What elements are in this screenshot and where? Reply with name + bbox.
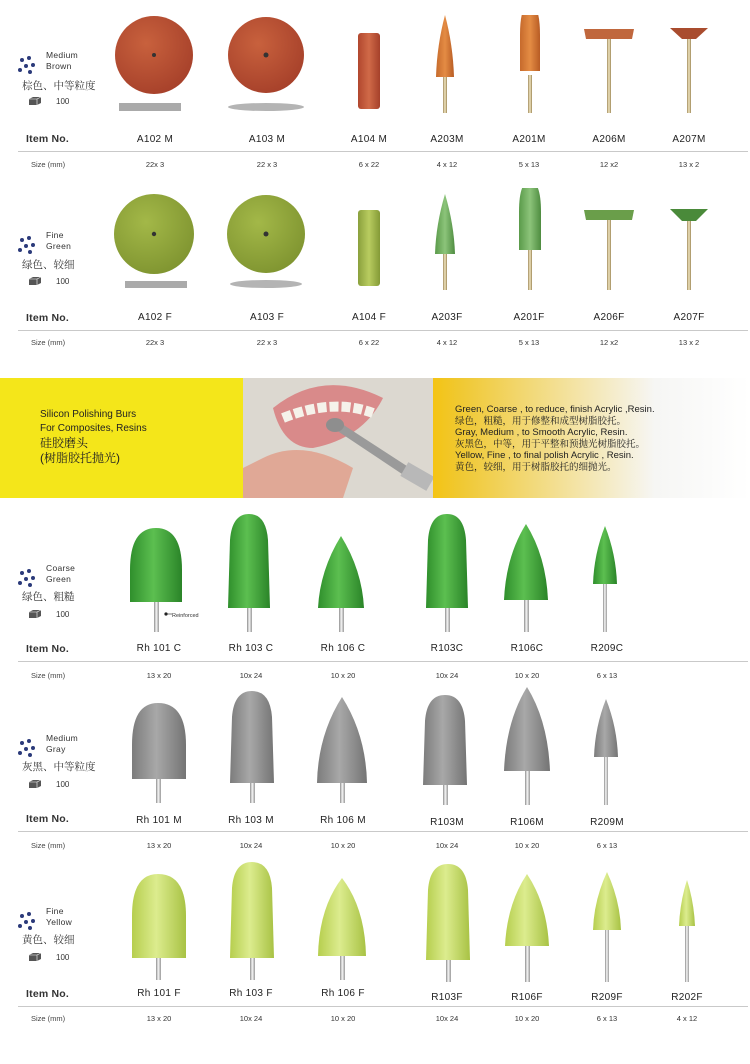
item-no-header: Item No. (26, 813, 70, 825)
bur-rh106m (317, 697, 367, 803)
item-number: A103 F (249, 312, 285, 323)
size-value: 4 x 12 (436, 338, 458, 347)
pack-quantity: 100 (56, 277, 70, 286)
size-value: 4 x 12 (436, 160, 458, 169)
item-no-header: Item No. (26, 643, 70, 655)
size-value: 6 x 22 (358, 338, 380, 347)
size-header: Size (mm) (31, 671, 66, 680)
product-banner (0, 378, 750, 498)
grade-name-cn: 黄色、较细 (22, 934, 75, 946)
banner-photo (243, 378, 433, 498)
item-number: Rh 106 C (320, 643, 366, 654)
grade-name-cn: 绿色、较细 (22, 259, 75, 271)
size-value: 12 x2 (599, 160, 619, 169)
cup-a206m (584, 29, 634, 113)
grade-name-cn: 灰黑、中等粒度 (22, 761, 96, 773)
bur-rh103f (230, 862, 274, 980)
item-number: Rh 106 F (321, 988, 365, 999)
bur-rh101m (132, 703, 186, 803)
package-box-icon (28, 96, 42, 106)
divider (18, 330, 748, 331)
point-a201m (520, 15, 540, 113)
item-number: A102 M (136, 134, 174, 145)
item-number: R209M (590, 817, 624, 828)
wheel-a102m (115, 16, 193, 111)
item-number: R209C (590, 643, 624, 654)
divider (18, 831, 748, 832)
item-number: R209F (591, 992, 623, 1003)
divider (18, 661, 748, 662)
size-value: 10x 24 (435, 841, 459, 850)
cup-a206f (584, 210, 634, 290)
grit-dots-icon (18, 912, 40, 930)
pack-quantity: 100 (56, 780, 70, 789)
size-value: 10x 24 (239, 841, 263, 850)
size-value: 6 x 13 (596, 841, 618, 850)
size-value: 10 x 20 (514, 841, 540, 850)
package-box-icon (28, 952, 42, 962)
item-number: R106C (510, 643, 544, 654)
bur-rh106c (318, 536, 364, 632)
item-no-header: Item No. (26, 988, 70, 1000)
bur-rh106f (318, 878, 366, 980)
size-value: 10 x 20 (514, 1014, 540, 1023)
size-value: 10x 24 (435, 1014, 459, 1023)
size-value: 10x 24 (435, 671, 459, 680)
grade-name: Medium Brown (46, 50, 79, 71)
item-number: Rh 103 C (228, 643, 274, 654)
product-images (100, 685, 660, 807)
wheel-a102f (114, 194, 194, 288)
bur-r209f (593, 872, 621, 982)
denture-polishing-photo (243, 378, 433, 498)
item-number: Rh 106 M (320, 815, 366, 826)
item-number: A207M (672, 134, 706, 145)
size-value: 13 x 2 (678, 160, 700, 169)
reinforced-note: Reinforced (172, 613, 199, 619)
point-a201f (519, 188, 541, 290)
item-no-header: Item No. (26, 133, 70, 145)
bur-r103c (426, 514, 468, 632)
size-value: 10 x 20 (330, 671, 356, 680)
item-number: R202F (671, 992, 703, 1003)
item-number: A203M (430, 134, 464, 145)
item-number: A206F (593, 312, 625, 323)
size-value: 22x 3 (145, 160, 165, 169)
item-number: A104 M (350, 134, 388, 145)
item-number: A201F (513, 312, 545, 323)
size-value: 12 x2 (599, 338, 619, 347)
size-value: 10 x 20 (514, 671, 540, 680)
banner-description: Green, Coarse , to reduce, finish Acrylic ,Resin. 绿色，粗糙，用于修整和成型树脂胶托。 Gray, Medium , to Smooth Acrylic, Resin. 灰黑色，中等，用于平整和预抛光树脂胶托。 Yellow, Fine , to final polish Acrylic , Resin. 黄色，较细，用于树脂胶托的细抛光。 (455, 404, 655, 473)
bur-r106f (505, 874, 549, 982)
item-number: R106F (511, 992, 543, 1003)
item-number: A201M (512, 134, 546, 145)
size-value: 10 x 20 (330, 841, 356, 850)
item-number: Rh 103 F (229, 988, 273, 999)
size-header: Size (mm) (31, 160, 66, 169)
package-box-icon (28, 779, 42, 789)
grit-dots-icon (18, 569, 40, 587)
item-number: Rh 101 M (136, 815, 182, 826)
item-number: A103 M (248, 134, 286, 145)
size-value: 22x 3 (145, 338, 165, 347)
product-images (100, 15, 740, 115)
banner-title-cn: 硅胶磨头 (树脂胶托抛光) (40, 436, 120, 465)
size-value: 13 x 20 (146, 1014, 172, 1023)
bur-rh101f (132, 874, 186, 980)
cup-a207m (670, 28, 708, 113)
grade-name-cn: 棕色、中等粒度 (22, 80, 96, 92)
bur-r103m (423, 695, 467, 805)
grade-name: Coarse Green (46, 563, 76, 584)
item-number: R103F (431, 992, 463, 1003)
divider (18, 1006, 748, 1007)
grade-name: Fine Yellow (46, 906, 73, 927)
cylinder-a104f (358, 210, 380, 286)
size-value: 6 x 22 (358, 160, 380, 169)
item-number: Rh 103 M (228, 815, 274, 826)
section-medium-brown (0, 0, 750, 180)
item-number: Rh 101 F (137, 988, 181, 999)
section-medium-gray (0, 685, 750, 857)
size-value: 13 x 2 (678, 338, 700, 347)
cup-a207f (670, 209, 708, 290)
size-value: 10 x 20 (330, 1014, 356, 1023)
banner-title-panel (0, 378, 243, 498)
size-value: 10x 24 (239, 1014, 263, 1023)
item-number: R103C (430, 643, 464, 654)
section-fine-green (0, 178, 750, 358)
point-a203m (436, 15, 454, 113)
item-number: R106M (510, 817, 544, 828)
package-box-icon (28, 609, 42, 619)
size-value: 22 x 3 (256, 160, 278, 169)
wheel-a103m (228, 17, 304, 111)
size-value: 22 x 3 (256, 338, 278, 347)
item-number: R103M (430, 817, 464, 828)
item-number: Rh 101 C (136, 643, 182, 654)
divider (18, 151, 748, 152)
item-number: A207F (673, 312, 705, 323)
bur-r209c (593, 526, 617, 632)
bur-rh103m (230, 691, 274, 803)
bur-rh103c (228, 514, 270, 632)
section-coarse-green (0, 505, 750, 685)
bur-r103f (426, 864, 470, 982)
size-value: 5 x 13 (518, 160, 540, 169)
grit-dots-icon (18, 739, 40, 757)
section-fine-yellow (0, 860, 750, 1064)
size-value: 13 x 20 (146, 841, 172, 850)
pack-quantity: 100 (56, 97, 70, 106)
grade-name: Fine Green (46, 230, 72, 251)
grade-name: Medium Gray (46, 733, 79, 754)
bur-r209m (594, 699, 618, 805)
pack-quantity: 100 (56, 610, 70, 619)
point-a203f (435, 194, 455, 290)
item-no-header: Item No. (26, 312, 70, 324)
grade-name-cn: 绿色、粗糙 (22, 591, 75, 603)
item-number: A104 F (351, 312, 387, 323)
bur-r202f (679, 880, 695, 982)
size-header: Size (mm) (31, 1014, 66, 1023)
grit-dots-icon (18, 236, 40, 254)
size-header: Size (mm) (31, 338, 66, 347)
item-number: A203F (431, 312, 463, 323)
item-number: A102 F (137, 312, 173, 323)
size-header: Size (mm) (31, 841, 66, 850)
grit-dots-icon (18, 56, 40, 74)
product-images (100, 188, 740, 292)
bur-r106m (504, 687, 550, 805)
item-number: A206M (592, 134, 626, 145)
size-value: 4 x 12 (676, 1014, 698, 1023)
size-value: 10x 24 (239, 671, 263, 680)
size-value: 13 x 20 (146, 671, 172, 680)
pack-quantity: 100 (56, 953, 70, 962)
wheel-a103f (227, 195, 305, 288)
package-box-icon (28, 276, 42, 286)
size-value: 6 x 13 (596, 1014, 618, 1023)
product-images (100, 860, 720, 982)
size-value: 6 x 13 (596, 671, 618, 680)
size-value: 5 x 13 (518, 338, 540, 347)
bur-r106c (504, 524, 548, 632)
banner-title-en: Silicon Polishing Burs For Composites, Resins (40, 409, 147, 434)
cylinder-a104m (358, 33, 380, 109)
